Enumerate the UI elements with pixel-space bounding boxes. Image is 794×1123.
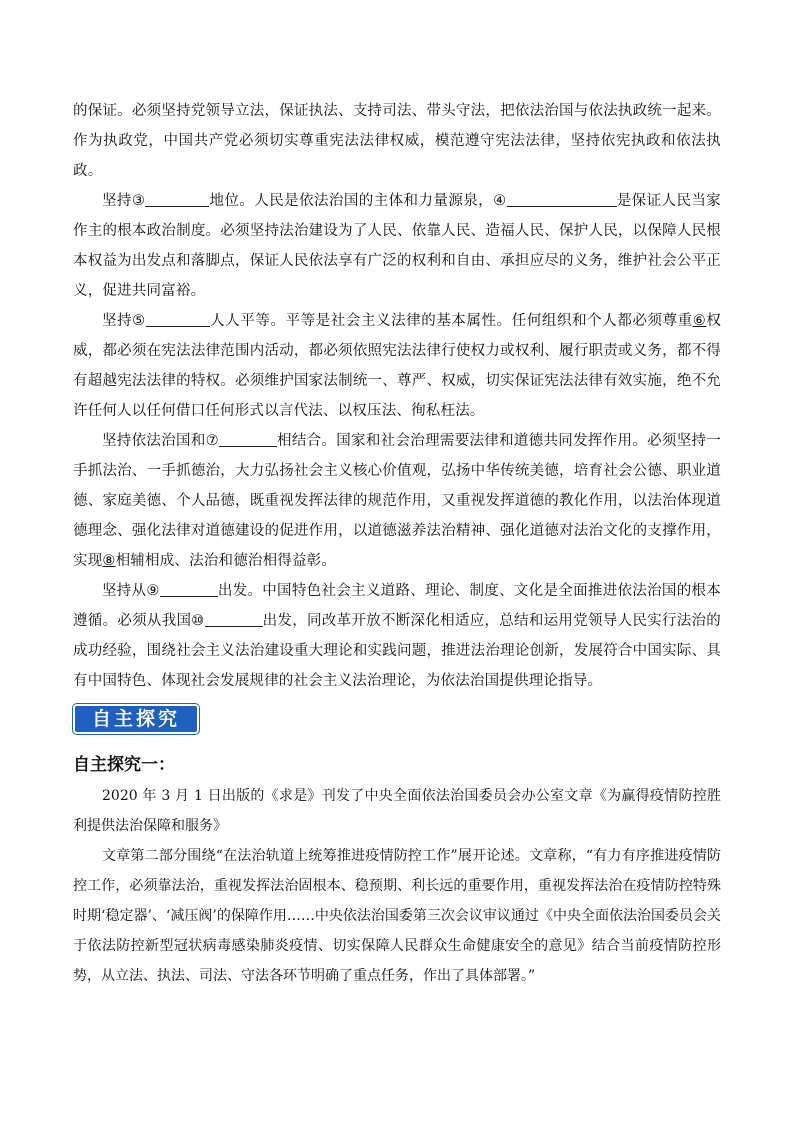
blank-number-4: ④: [493, 193, 507, 209]
paragraph-equality: [73, 306, 721, 426]
blank-number-5: ⑤: [132, 313, 146, 329]
blank-number-7: ⑦: [205, 433, 219, 449]
blank-number-9: ⑨: [146, 583, 160, 599]
section-banner-self-inquiry: 自主探究: [73, 704, 199, 734]
text-fragment: 相结合。国家和社会治理需要法律和道德共同发挥作用。必须坚持一手抓法治、一手抓德治，大力弘扬社会主义核心价值观，弘扬中华传统美德，培育社会公德、职业道德、家庭美德、个人品德，既重视发挥法律的规范作用，又重视发挥道德的教化作用，以法治体现道德理念、强化法律对道德建设的促进作用，以道德滋养法治精神、强化道德对法治文化的支撑作用，实现: [73, 433, 722, 569]
text-fragment: 是保证人民当家作主的根本政治制度。必须坚持法治建设为了人民、依靠人民、造福人民、保护人民，以保障人民根本权益为出发点和落脚点，保证人民依法享有广泛的权利和自由、承担应尽的义务，维护社会公平正义，促进共同富裕。: [73, 193, 722, 299]
fill-blank-5[interactable]: [146, 308, 210, 327]
text-fragment: 相辅相成、法治和德治相得益彰。: [115, 553, 337, 569]
text-fragment: 坚持: [102, 313, 133, 329]
blank-number-6: ⑥: [692, 313, 707, 329]
paragraph-national-conditions: [73, 576, 721, 696]
blank-number-8: ⑧: [102, 553, 116, 569]
fill-blank-7[interactable]: [219, 428, 277, 447]
text-fragment: 坚持依法治国和: [102, 433, 206, 449]
text-fragment: 地位。人民是依法治国的主体和力量源泉，: [209, 193, 494, 209]
text-fragment: 坚持从: [102, 583, 147, 599]
text-fragment: 出发。中国特色社会主义道路、理论、制度、文化是全面推进依法治国的根本遵循。必须从我国: [73, 583, 722, 629]
text-fragment: 权威，都必须在宪法法律范围内活动，都必须依照宪法法律行使权力或权利、履行职责或义务，都不得有超越宪法法律的特权。必须维护国家法制统一、尊严、权威，切实保证宪法法律有效实施，绝不允许任何人以任何借口任何形式以言代法、以权压法、徇私枉法。: [73, 313, 722, 419]
text-fragment: 坚持: [102, 193, 132, 209]
paragraph-article-quote: 文章第二部分围绕“在法治轨道上统筹推进疫情防控工作”展开论述。文章称，“有力有序推进疫情防控工作，必须靠法治，重视发挥法治固根本、稳预期、利长远的重要作用，重视发挥法治在疫情防控特殊时期‘稳定器’、‘减压阀’的保障作用……中央依法治国委第三次会议审议通过《中央全面依法治国委员会关于依法防控新型冠状病毒感染肺炎疫情、切实保障人民群众生命健康安全的意见》结合当前疫情防控形势，从立法、执法、司法、守法各环节明确了重点任务，作出了具体部署。”: [73, 848, 721, 984]
fill-blank-4[interactable]: [507, 188, 617, 207]
blank-number-3: ③: [131, 193, 146, 209]
blank-number-10: ⑩: [191, 613, 205, 629]
fill-blank-3[interactable]: [145, 188, 209, 207]
paragraph-qiushi-intro: 2020 年 3 月 1 日出版的《求是》刊发了中央全面依法治国委员会办公室文章《为赢得疫情防控胜利提供法治保障和服务》: [73, 788, 721, 834]
paragraph-rule-of-law-virtue: [73, 426, 721, 576]
document-page: [73, 96, 721, 991]
fill-blank-9[interactable]: [160, 578, 218, 597]
paragraph-party-leadership: [73, 96, 721, 186]
text-fragment: 出发，同改革开放不断深化相适应，总结和运用党领导人民实行法治的成功经验，围绕社会主义法治建设重大理论和实践问题，推进法治理论创新，发展符合中国实际、具有中国特色、体现社会发展规律的社会主义法治理论，为依法治国提供理论指导。: [73, 613, 721, 689]
sub-heading-inquiry-one: 自主探究一：: [73, 755, 175, 775]
text-fragment: 人人平等。平等是社会主义法律的基本属性。任何组织和个人都必须尊重: [209, 313, 693, 329]
paragraph-text: 的保证。必须坚持党领导立法，保证执法、支持司法、带头守法，把依法治国与依法执政统一起来。作为执政党，中国共产党必须切实尊重宪法法律权威，模范遵守宪法法律，坚持依宪执政和依法执政。: [73, 103, 721, 179]
paragraph-people-principal: [73, 186, 721, 306]
fill-blank-10[interactable]: [205, 608, 263, 627]
